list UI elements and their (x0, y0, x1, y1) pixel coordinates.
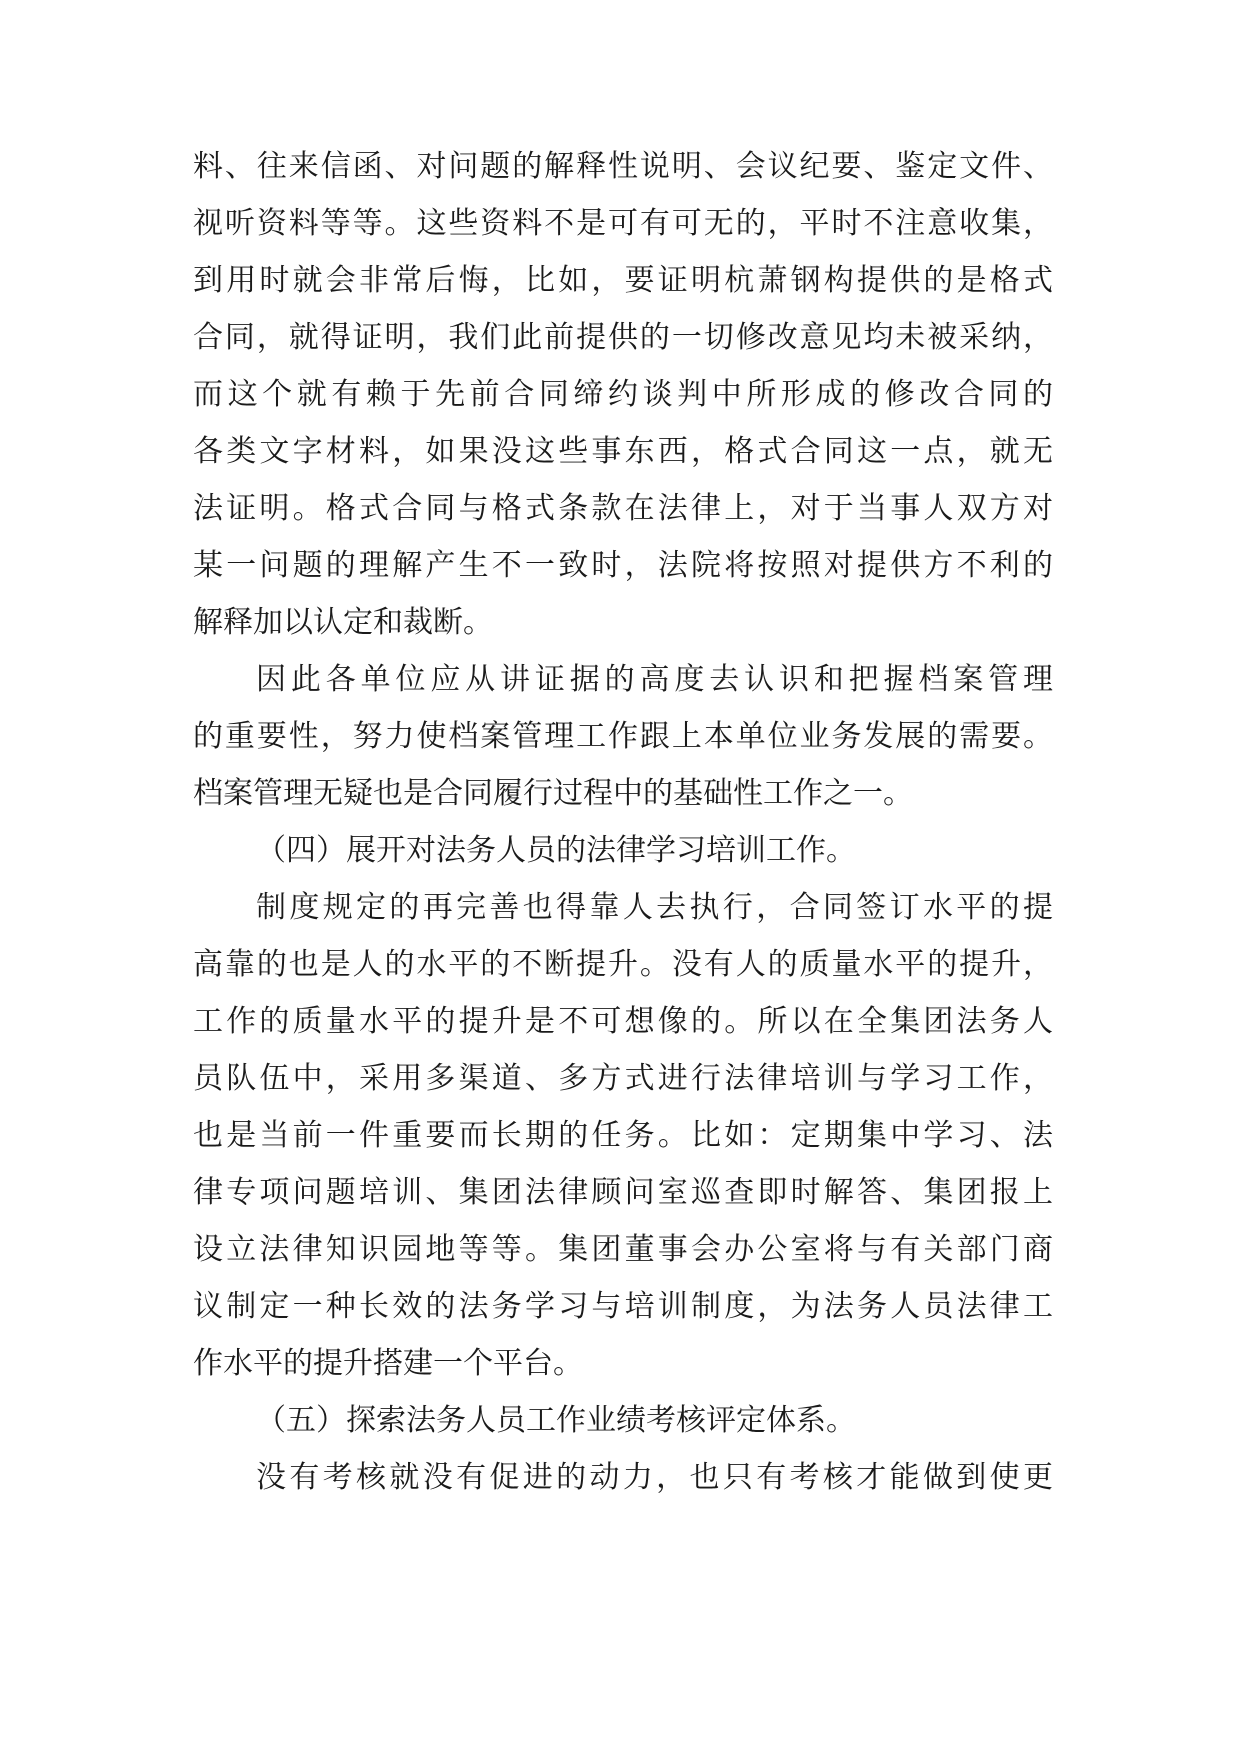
text-line: 设立法律知识园地等等。集团董事会办公室将与有关部门商 (193, 1232, 1053, 1267)
paragraph-first-line: 因此各单位应从讲证据的高度去认识和把握档案管理 (256, 662, 1053, 697)
text-line: 合同，就得证明，我们此前提供的一切修改意见均未被采纳， (193, 320, 1053, 355)
text-line: 的重要性，努力使档案管理工作跟上本单位业务发展的需要。 (193, 719, 1053, 754)
text-line: 高靠的也是人的水平的不断提升。没有人的质量水平的提升， (193, 947, 1053, 982)
text-line: 解释加以认定和裁断。 (193, 605, 493, 640)
section-heading-5: （五）探索法务人员工作业绩考核评定体系。 (256, 1403, 856, 1438)
paragraph-first-line: 没有考核就没有促进的动力，也只有考核才能做到使更 (256, 1460, 1053, 1495)
text-line: 视听资料等等。这些资料不是可有可无的，平时不注意收集， (193, 206, 1053, 241)
paragraph-first-line: 制度规定的再完善也得靠人去执行，合同签订水平的提 (256, 890, 1053, 925)
text-line: 作水平的提升搭建一个平台。 (193, 1346, 583, 1381)
section-heading-4: （四）展开对法务人员的法律学习培训工作。 (256, 833, 856, 868)
text-line: 也是当前一件重要而长期的任务。比如：定期集中学习、法 (193, 1118, 1053, 1153)
text-line: 法证明。格式合同与格式条款在法律上，对于当事人双方对 (193, 491, 1053, 526)
text-line: 料、往来信函、对问题的解释性说明、会议纪要、鉴定文件、 (193, 149, 1053, 184)
text-line: 各类文字材料，如果没这些事东西，格式合同这一点，就无 (193, 434, 1053, 469)
text-line: 某一问题的理解产生不一致时，法院将按照对提供方不利的 (193, 548, 1053, 583)
text-line: 档案管理无疑也是合同履行过程中的基础性工作之一。 (193, 776, 913, 811)
text-line: 而这个就有赖于先前合同缔约谈判中所形成的修改合同的 (193, 377, 1053, 412)
text-line: 员队伍中，采用多渠道、多方式进行法律培训与学习工作， (193, 1061, 1053, 1096)
text-line: 律专项问题培训、集团法律顾问室巡查即时解答、集团报上 (193, 1175, 1053, 1210)
text-line: 到用时就会非常后悔，比如，要证明杭萧钢构提供的是格式 (193, 263, 1053, 298)
text-line: 工作的质量水平的提升是不可想像的。所以在全集团法务人 (193, 1004, 1053, 1039)
text-line: 议制定一种长效的法务学习与培训制度，为法务人员法律工 (193, 1289, 1053, 1324)
